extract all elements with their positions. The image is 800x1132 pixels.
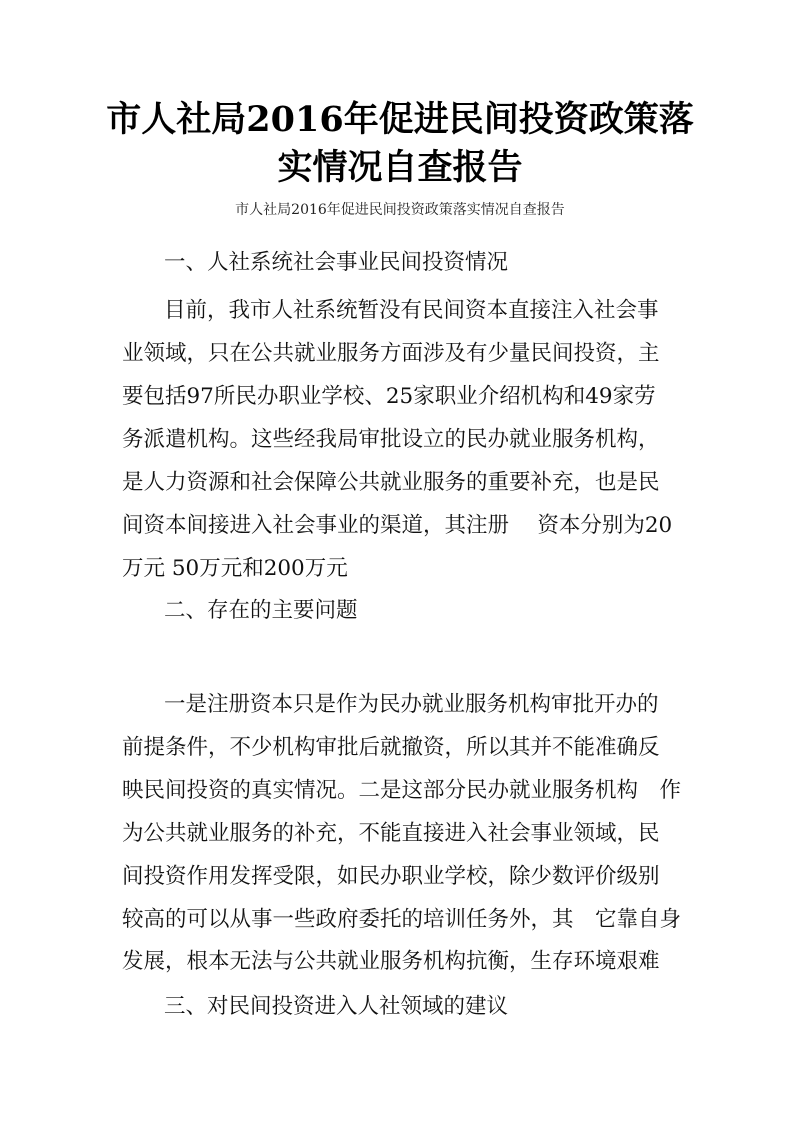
section-1-paragraph-line: 业领域，只在公共就业服务方面涉及有少量民间投资，主 [122, 341, 660, 366]
section-1-paragraph-line: 万元 50万元和200万元 [122, 556, 348, 581]
section-2-paragraph-line: 发展，根本无法与公共就业服务机构抗衡，生存环境艰难 [122, 949, 660, 974]
document-title-line-1: 市人社局2016年促进民间投资政策落 [106, 99, 694, 140]
document-title-line-2: 实情况自查报告 [277, 147, 523, 188]
section-1-paragraph-line: 务派遣机构。这些经我局审批设立的民办就业服务机构， [122, 427, 660, 452]
section-2-paragraph-line: 前提条件，不少机构审批后就撤资，所以其并不能准确反 [122, 735, 660, 760]
section-1-paragraph-line: 目前，我市人社系统暂没有民间资本直接注入社会事 [164, 298, 659, 323]
section-2-heading: 二、存在的主要问题 [164, 598, 358, 623]
section-2-paragraph-line: 为公共就业服务的补充，不能直接进入社会事业领域，民 [122, 821, 660, 846]
section-2-paragraph-line: 间投资作用发挥受限，如民办职业学校，除少数评价级别 [122, 864, 660, 889]
section-2-paragraph-line: 一是注册资本只是作为民办就业服务机构审批开办的 [164, 692, 659, 717]
section-3-heading: 三、对民间投资进入人社领域的建议 [164, 994, 509, 1019]
section-2-paragraph-line: 较高的可以从事一些政府委托的培训任务外，其 它靠自身 [122, 907, 682, 932]
document-subtitle: 市人社局2016年促进民间投资政策落实情况自查报告 [235, 202, 565, 218]
section-1-paragraph-line: 要包括97所民办职业学校、25家职业介绍机构和49家劳 [122, 384, 656, 409]
section-2-paragraph-line: 映民间投资的真实情况。二是这部分民办就业服务机构 作 [122, 778, 682, 803]
section-1-paragraph-line: 是人力资源和社会保障公共就业服务的重要补充，也是民 [122, 470, 660, 495]
section-1-paragraph-line: 间资本间接进入社会事业的渠道，其注册 资本分别为20 [122, 513, 673, 538]
section-1-heading: 一、人社系统社会事业民间投资情况 [164, 250, 509, 275]
